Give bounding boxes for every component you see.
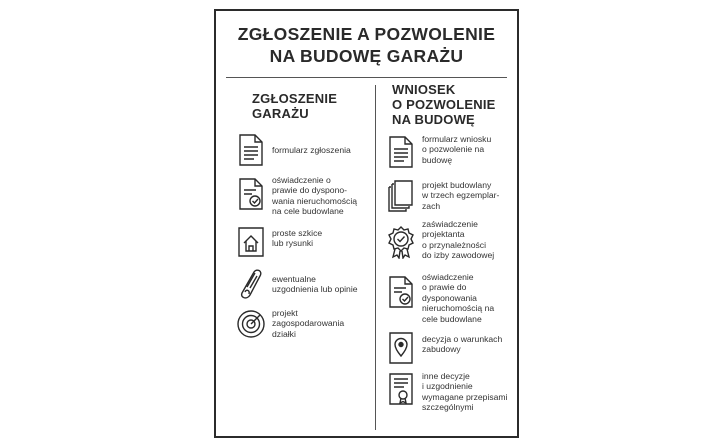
list-item: [386, 179, 499, 213]
page-title: [216, 23, 517, 67]
column-divider: [375, 85, 376, 430]
list-item: [386, 219, 495, 261]
item-text: projekt: [272, 308, 298, 318]
document-icon: [236, 133, 266, 167]
list-item: [386, 331, 502, 365]
house-sketch-icon: [236, 225, 266, 259]
list-item: [386, 135, 491, 169]
item-text: ewentualne: [272, 274, 316, 284]
item-text: zagospodarowania: [272, 318, 345, 329]
bottom-border: [214, 436, 519, 438]
target-icon: [236, 307, 266, 341]
left-column-heading: [252, 91, 337, 121]
item-text: wania nieruchomością: [272, 195, 358, 206]
item-text: nieruchomością na: [422, 303, 495, 314]
item-text: formularz zgłoszenia: [272, 145, 351, 155]
list-item: [236, 307, 344, 341]
list-item: [236, 225, 322, 259]
item-text: lub rysunki: [272, 238, 314, 249]
list-item: [236, 177, 357, 217]
item-text: działki: [272, 328, 296, 339]
item-text: wymagane przepisami: [422, 391, 508, 402]
item-text: o przynależności: [422, 239, 487, 250]
item-text: projekt budowlany: [422, 180, 492, 190]
signed-document-icon: [386, 275, 416, 309]
item-text: o prawie do: [422, 282, 467, 293]
item-text: zabudowy: [422, 344, 461, 355]
list-item: [386, 372, 508, 413]
item-text: dysponowania: [422, 292, 477, 303]
item-text: szczególnymi: [422, 402, 474, 413]
certificate-icon: [386, 372, 416, 406]
list-item: [386, 272, 495, 324]
info-card: [214, 9, 519, 436]
list-item: [236, 267, 358, 301]
item-text: zaświadczenie: [422, 219, 478, 229]
item-text: budowę: [422, 154, 453, 165]
item-text: projektanta: [422, 229, 465, 240]
item-text: inne decyzje: [422, 371, 470, 381]
item-text: oświadczenie o: [272, 175, 331, 185]
title-line: ZGŁOSZENIE A POZWOLENIE: [237, 24, 496, 44]
item-text: oświadczenie: [422, 272, 474, 282]
item-text: do izby zawodowej: [422, 250, 495, 261]
heading-line: GARAŻU: [252, 106, 309, 121]
heading-line: ZGŁOSZENIE: [252, 91, 338, 106]
item-text: w trzech egzemplar-: [422, 190, 500, 201]
item-text: formularz wniosku: [422, 134, 492, 144]
heading-line: O POZWOLENIE: [392, 97, 496, 112]
location-pin-icon: [386, 331, 416, 365]
copies-icon: [386, 179, 416, 213]
document-icon: [386, 135, 416, 169]
scroll-icon: [236, 267, 266, 301]
title-divider: [226, 77, 507, 78]
item-text: cele budowlane: [422, 313, 482, 324]
right-column-heading: [392, 82, 496, 127]
list-item: [236, 133, 351, 167]
item-text: decyzja o warunkach: [422, 334, 503, 344]
item-text: prawie do dyspono-: [272, 185, 348, 196]
item-text: proste szkice: [272, 228, 323, 238]
item-text: uzgodnienia lub opinie: [272, 284, 358, 295]
item-text: na cele budowlane: [272, 206, 344, 217]
item-text: o pozwolenie na: [422, 144, 485, 155]
item-text: i uzgodnienie: [422, 381, 473, 392]
badge-icon: [386, 225, 416, 259]
item-text: zach: [422, 200, 441, 211]
title-line: NA BUDOWĘ GARAŻU: [269, 46, 464, 66]
signed-document-icon: [236, 177, 266, 211]
heading-line: NA BUDOWĘ: [392, 112, 475, 127]
heading-line: WNIOSEK: [392, 82, 456, 97]
